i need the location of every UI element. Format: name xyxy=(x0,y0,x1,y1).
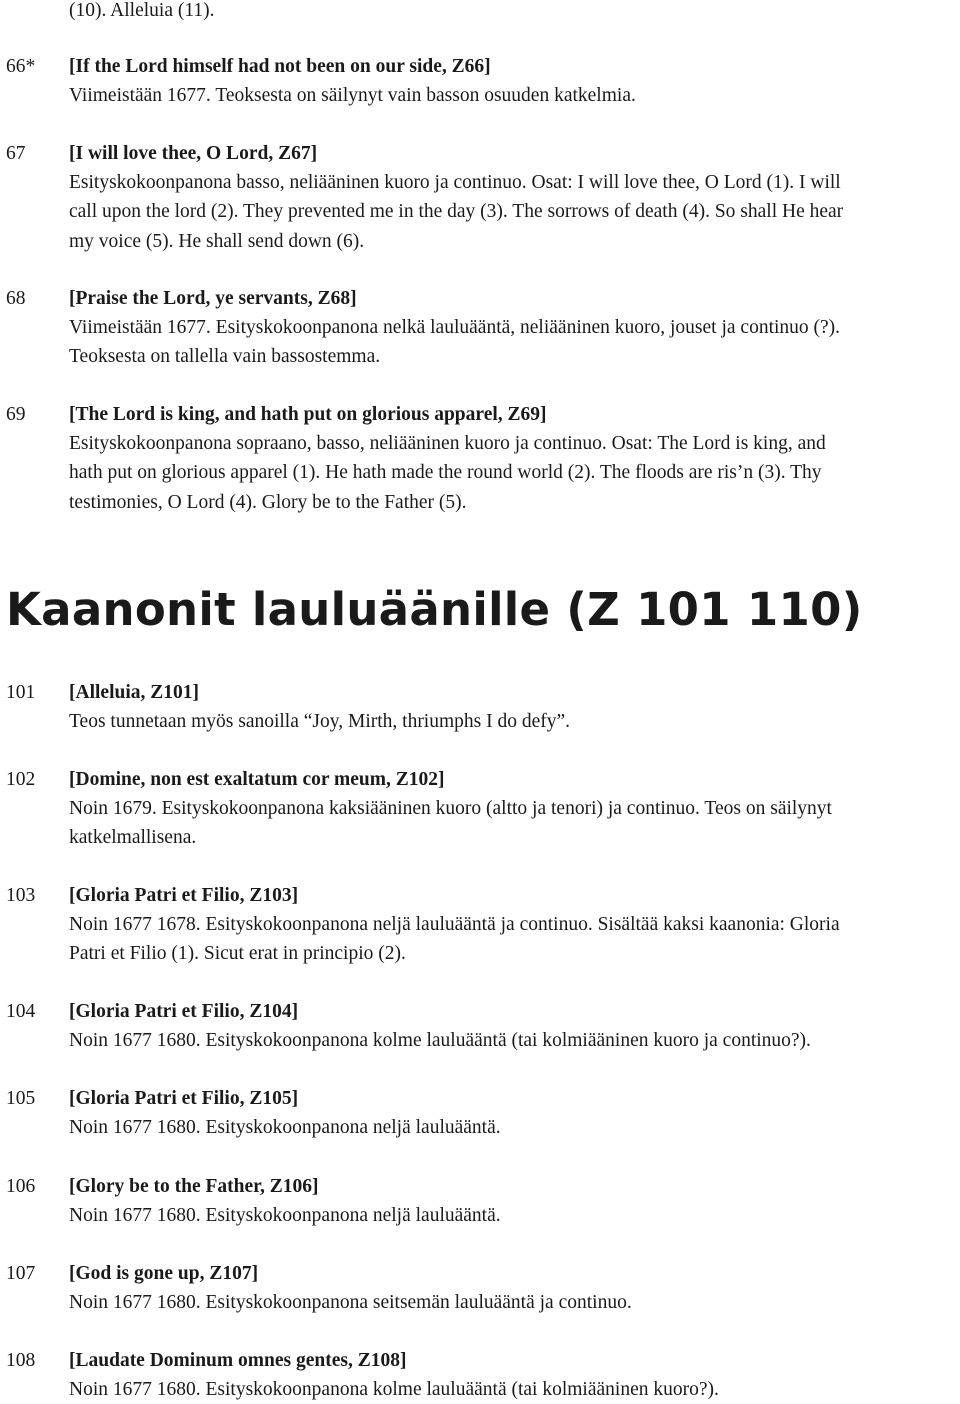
entry-number: 69 xyxy=(6,404,26,425)
entry-title: [The Lord is king, and hath put on glorious apparel, Z69] xyxy=(69,404,547,425)
description-line: Noin 1677 1678. Esityskokoonpanona neljä lauluääntä ja continuo. Sisältää kaksi kaanonia: Gloria xyxy=(69,914,840,936)
description-line: katkelmallisena. xyxy=(69,827,197,849)
entry-number: 106 xyxy=(6,1176,36,1197)
description-line: Noin 1677 1680. Esityskokoonpanona kolme lauluääntä (tai kolmiääninen kuoro ja continuo?). xyxy=(69,1030,811,1052)
description-line: Viimeistään 1677. Teoksesta on säilynyt vain basson osuuden katkelmia. xyxy=(69,85,636,107)
entry-description xyxy=(69,313,958,371)
entry-description xyxy=(69,1026,958,1055)
entry-title: [If the Lord himself had not been on our side, Z66] xyxy=(69,56,491,77)
entry-description xyxy=(69,429,958,517)
description-line: Noin 1677 1680. Esityskokoonpanona seitsemän lauluääntä ja continuo. xyxy=(69,1292,632,1314)
entry-description xyxy=(69,707,958,736)
entry-description xyxy=(69,168,958,256)
description-line: Noin 1677 1680. Esityskokoonpanona neljä lauluääntä. xyxy=(69,1117,501,1139)
description-line: Noin 1679. Esityskokoonpanona kaksiääninen kuoro (altto ja tenori) ja continuo. Teos on säilynyt xyxy=(69,798,832,820)
entry-number: 108 xyxy=(6,1350,36,1371)
entry-title: [Glory be to the Father, Z106] xyxy=(69,1176,319,1197)
entry-title: [Laudate Dominum omnes gentes, Z108] xyxy=(69,1350,407,1371)
description-line: Noin 1677 1680. Esityskokoonpanona kolme lauluääntä (tai kolmiääninen kuoro?). xyxy=(69,1379,719,1401)
entry-title: [Gloria Patri et Filio, Z103] xyxy=(69,885,299,906)
entry-number: 102 xyxy=(6,769,36,790)
entry-title: [Gloria Patri et Filio, Z105] xyxy=(69,1088,299,1109)
entry-number: 107 xyxy=(6,1263,36,1284)
entry-title: [Gloria Patri et Filio, Z104] xyxy=(69,1001,299,1022)
entry-title: [Domine, non est exaltatum cor meum, Z102] xyxy=(69,769,445,790)
entry-description xyxy=(69,910,958,968)
description-line: testimonies, O Lord (4). Glory be to the Father (5). xyxy=(69,491,467,513)
entry-description xyxy=(69,1288,958,1317)
entry-number: 105 xyxy=(6,1088,36,1109)
entry-description xyxy=(69,1375,958,1404)
entry-number: 68 xyxy=(6,288,26,309)
description-line: Esityskokoonpanona basso, neliääninen kuoro ja continuo. Osat: I will love thee, O Lord (1). I will xyxy=(69,172,841,194)
entry-description xyxy=(69,1201,958,1230)
entry-description xyxy=(69,1113,958,1142)
entry-title: [I will love thee, O Lord, Z67] xyxy=(69,143,318,164)
description-line: Teos tunnetaan myös sanoilla “Joy, Mirth, thriumphs I do defy”. xyxy=(69,711,571,733)
entry-title: [Praise the Lord, ye servants, Z68] xyxy=(69,288,357,309)
description-line: Patri et Filio (1). Sicut erat in principio (2). xyxy=(69,943,406,965)
entry-number: 67 xyxy=(6,143,26,164)
description-line: Noin 1677 1680. Esityskokoonpanona neljä lauluääntä. xyxy=(69,1205,501,1227)
top-fragment: (10). Alleluia (11). xyxy=(69,0,215,21)
entry-number: 104 xyxy=(6,1001,36,1022)
section-heading: Kaanonit lauluäänille (Z 101 110) xyxy=(6,583,863,636)
description-line: Esityskokoonpanona sopraano, basso, neliääninen kuoro ja continuo. Osat: The Lord is king, and xyxy=(69,433,826,455)
description-line: my voice (5). He shall send down (6). xyxy=(69,230,365,252)
entry-number: 103 xyxy=(6,885,36,906)
description-line: Teoksesta on tallella vain bassostemma. xyxy=(69,346,381,368)
description-line: hath put on glorious apparel (1). He hath made the round world (2). The floods are ris’n (3). Thy xyxy=(69,462,822,484)
entry-description xyxy=(69,81,958,110)
entry-description xyxy=(69,794,958,852)
entry-title: [God is gone up, Z107] xyxy=(69,1263,259,1284)
description-line: Viimeistään 1677. Esityskokoonpanona nelkä lauluääntä, neliääninen kuoro, jouset ja continuo (?). xyxy=(69,317,841,339)
description-line: call upon the lord (2). They prevented me in the day (3). The sorrows of death (4). So shall He hear xyxy=(69,201,844,223)
entry-title: [Alleluia, Z101] xyxy=(69,682,199,703)
entry-number: 66* xyxy=(6,56,36,77)
entry-number: 101 xyxy=(6,682,36,703)
